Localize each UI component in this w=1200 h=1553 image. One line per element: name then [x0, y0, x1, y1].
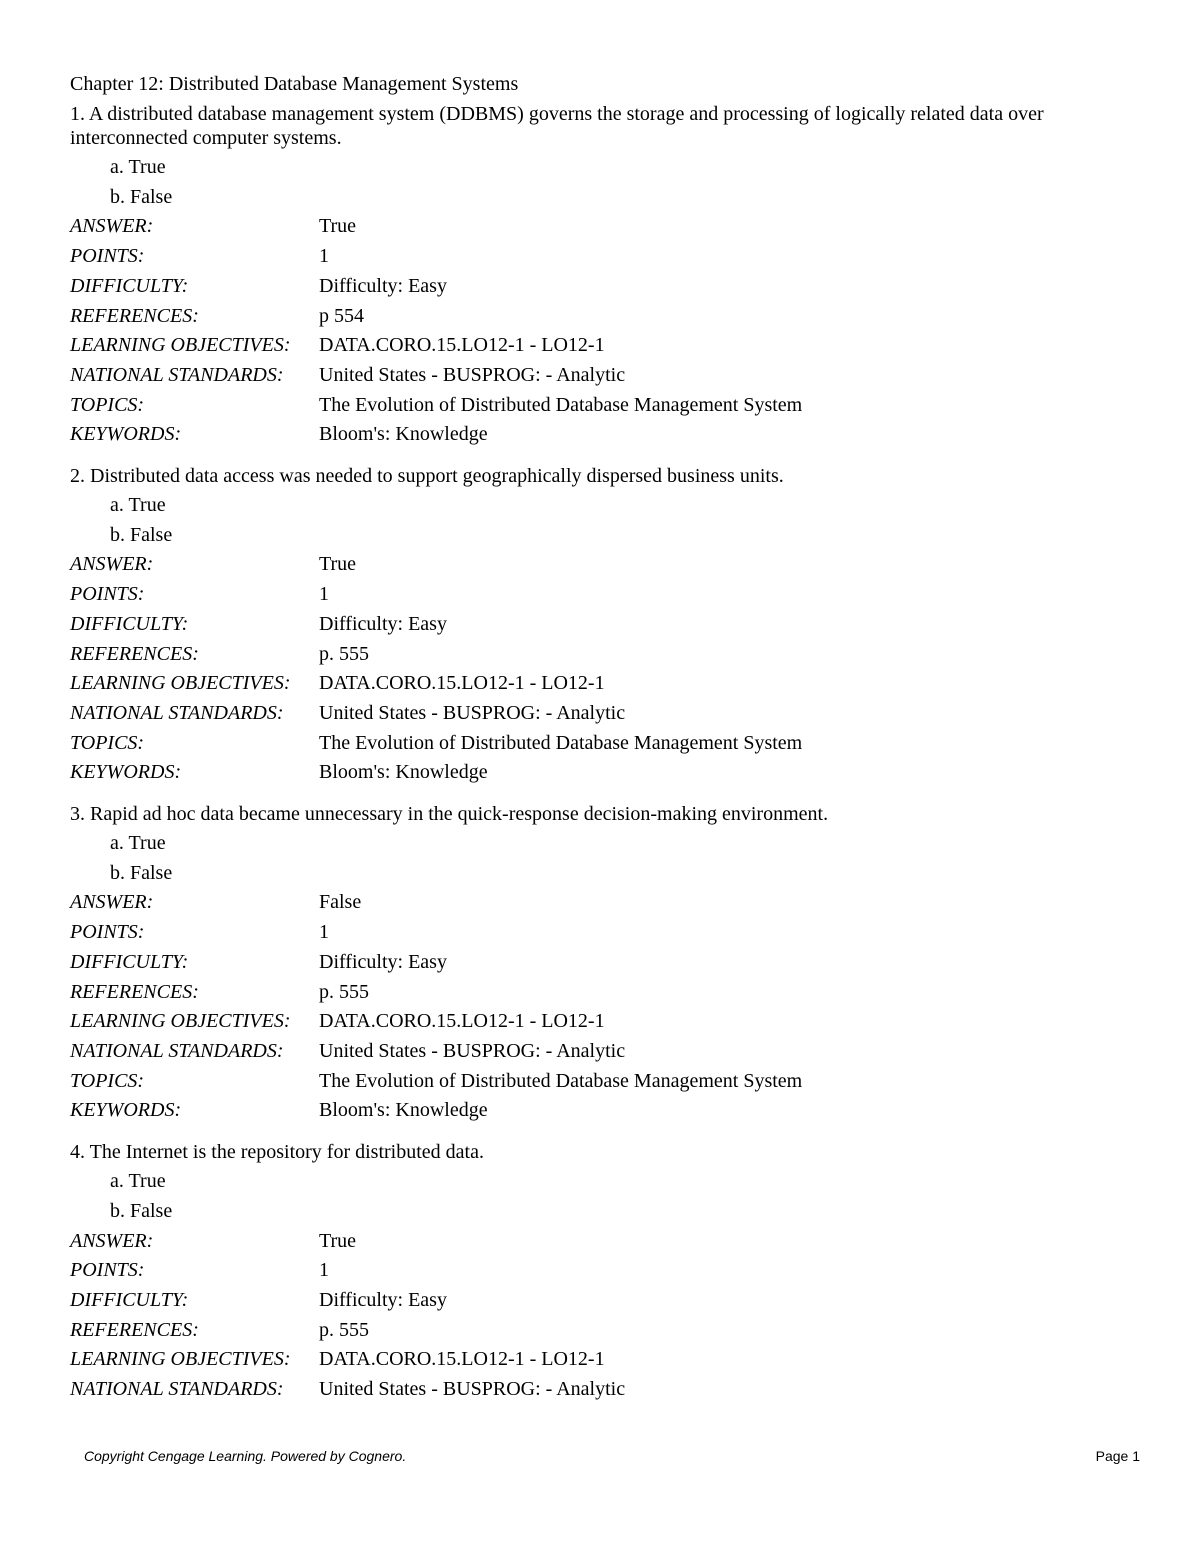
meta-value: DATA.CORO.15.LO12-1 - LO12-1: [319, 334, 605, 357]
meta-answer: [70, 1227, 1140, 1257]
meta-learning-objectives: [70, 669, 1140, 699]
meta-value: False: [319, 891, 362, 914]
meta-value: Difficulty: Easy: [319, 950, 447, 973]
meta-label: NATIONAL STANDARDS:: [70, 701, 284, 724]
meta-label: NATIONAL STANDARDS:: [70, 1378, 284, 1401]
meta-value: p 554: [319, 304, 364, 327]
meta-value: Difficulty: Easy: [319, 274, 447, 297]
meta-topics: [70, 391, 1140, 421]
question-2: [70, 464, 1140, 788]
meta-value: United States - BUSPROG: - Analytic: [319, 701, 626, 724]
meta-label: REFERENCES:: [70, 304, 199, 327]
page-footer: [84, 1447, 1140, 1465]
option-true: a. True: [110, 1170, 166, 1193]
meta-value: 1: [319, 583, 329, 606]
option-false: b. False: [110, 861, 173, 884]
meta-value: 1: [319, 1259, 329, 1282]
meta-label: POINTS:: [70, 1259, 145, 1282]
meta-value: 1: [319, 921, 329, 944]
option-false: b. False: [110, 523, 173, 546]
question-text: 4. The Internet is the repository for distributed data.: [70, 1141, 484, 1164]
meta-topics: [70, 729, 1140, 759]
meta-value: The Evolution of Distributed Database Management System: [319, 393, 803, 416]
meta-value: True: [319, 215, 357, 238]
meta-label: LEARNING OBJECTIVES:: [70, 672, 291, 695]
meta-value: Bloom's: Knowledge: [319, 761, 488, 784]
answer-options: [70, 491, 1140, 550]
meta-value: p. 555: [319, 980, 369, 1003]
meta-keywords: [70, 758, 1140, 788]
meta-value: p. 555: [319, 642, 369, 665]
meta-difficulty: [70, 610, 1140, 640]
meta-label: POINTS:: [70, 921, 145, 944]
page-number: Page 1: [1095, 1448, 1140, 1464]
meta-label: REFERENCES:: [70, 642, 199, 665]
meta-answer: [70, 888, 1140, 918]
meta-value: p. 555: [319, 1318, 369, 1341]
meta-label: ANSWER:: [70, 1229, 154, 1252]
answer-options: [70, 153, 1140, 212]
question-4: [70, 1140, 1140, 1405]
answer-options: [70, 829, 1140, 888]
meta-difficulty: [70, 948, 1140, 978]
meta-answer: [70, 212, 1140, 242]
meta-value: DATA.CORO.15.LO12-1 - LO12-1: [319, 672, 605, 695]
meta-label: DIFFICULTY:: [70, 950, 189, 973]
meta-label: KEYWORDS:: [70, 1099, 182, 1122]
meta-label: LEARNING OBJECTIVES:: [70, 1010, 291, 1033]
question-text: 2. Distributed data access was needed to support geographically dispersed business units.: [70, 465, 784, 488]
meta-topics: [70, 1067, 1140, 1097]
meta-references: [70, 978, 1140, 1008]
footer-copyright: Copyright Cengage Learning. Powered by Cognero.: [84, 1448, 407, 1464]
meta-value: The Evolution of Distributed Database Management System: [319, 731, 803, 754]
question-3: [70, 802, 1140, 1126]
option-true: a. True: [110, 494, 166, 517]
answer-options: [70, 1167, 1140, 1226]
meta-label: TOPICS:: [70, 1069, 145, 1092]
document-page: [70, 70, 1140, 1419]
meta-references: [70, 302, 1140, 332]
meta-keywords: [70, 1096, 1140, 1126]
meta-learning-objectives: [70, 1007, 1140, 1037]
meta-references: [70, 640, 1140, 670]
meta-national-standards: [70, 1375, 1140, 1405]
meta-points: [70, 1256, 1140, 1286]
meta-label: TOPICS:: [70, 393, 145, 416]
meta-label: TOPICS:: [70, 731, 145, 754]
meta-label: KEYWORDS:: [70, 423, 182, 446]
option-false: b. False: [110, 1199, 173, 1222]
meta-points: [70, 918, 1140, 948]
meta-value: The Evolution of Distributed Database Management System: [319, 1069, 803, 1092]
meta-national-standards: [70, 361, 1140, 391]
meta-label: POINTS:: [70, 245, 145, 268]
meta-keywords: [70, 420, 1140, 450]
meta-national-standards: [70, 699, 1140, 729]
meta-value: United States - BUSPROG: - Analytic: [319, 1378, 626, 1401]
question-text: 3. Rapid ad hoc data became unnecessary in the quick-response decision-making environment.: [70, 803, 829, 826]
meta-value: Bloom's: Knowledge: [319, 423, 488, 446]
meta-points: [70, 580, 1140, 610]
meta-label: DIFFICULTY:: [70, 612, 189, 635]
meta-label: POINTS:: [70, 583, 145, 606]
meta-label: DIFFICULTY:: [70, 274, 189, 297]
meta-label: ANSWER:: [70, 215, 154, 238]
meta-label: ANSWER:: [70, 553, 154, 576]
meta-value: United States - BUSPROG: - Analytic: [319, 363, 626, 386]
meta-value: DATA.CORO.15.LO12-1 - LO12-1: [319, 1348, 605, 1371]
meta-learning-objectives: [70, 1345, 1140, 1375]
meta-label: ANSWER:: [70, 891, 154, 914]
meta-value: True: [319, 1229, 357, 1252]
meta-points: [70, 242, 1140, 272]
option-false: b. False: [110, 185, 173, 208]
meta-value: 1: [319, 245, 329, 268]
meta-value: DATA.CORO.15.LO12-1 - LO12-1: [319, 1010, 605, 1033]
meta-value: Difficulty: Easy: [319, 612, 447, 635]
meta-national-standards: [70, 1037, 1140, 1067]
meta-difficulty: [70, 272, 1140, 302]
question-1: [70, 102, 1140, 450]
question-text: 1. A distributed database management system (DDBMS) governs the storage and processing of logically related data over interconnected computer systems.: [70, 103, 1044, 149]
meta-label: REFERENCES:: [70, 980, 199, 1003]
meta-references: [70, 1316, 1140, 1346]
meta-label: DIFFICULTY:: [70, 1288, 189, 1311]
option-true: a. True: [110, 832, 166, 855]
option-true: a. True: [110, 156, 166, 178]
meta-label: LEARNING OBJECTIVES:: [70, 334, 291, 357]
meta-learning-objectives: [70, 331, 1140, 361]
meta-value: Difficulty: Easy: [319, 1288, 447, 1311]
meta-value: Bloom's: Knowledge: [319, 1099, 488, 1122]
chapter-title: Chapter 12: Distributed Database Management Systems: [70, 73, 519, 95]
meta-label: REFERENCES:: [70, 1318, 199, 1341]
meta-difficulty: [70, 1286, 1140, 1316]
meta-label: NATIONAL STANDARDS:: [70, 363, 284, 386]
meta-answer: [70, 550, 1140, 580]
meta-value: United States - BUSPROG: - Analytic: [319, 1039, 626, 1062]
meta-label: LEARNING OBJECTIVES:: [70, 1348, 291, 1371]
meta-label: NATIONAL STANDARDS:: [70, 1039, 284, 1062]
meta-label: KEYWORDS:: [70, 761, 182, 784]
meta-value: True: [319, 553, 357, 576]
